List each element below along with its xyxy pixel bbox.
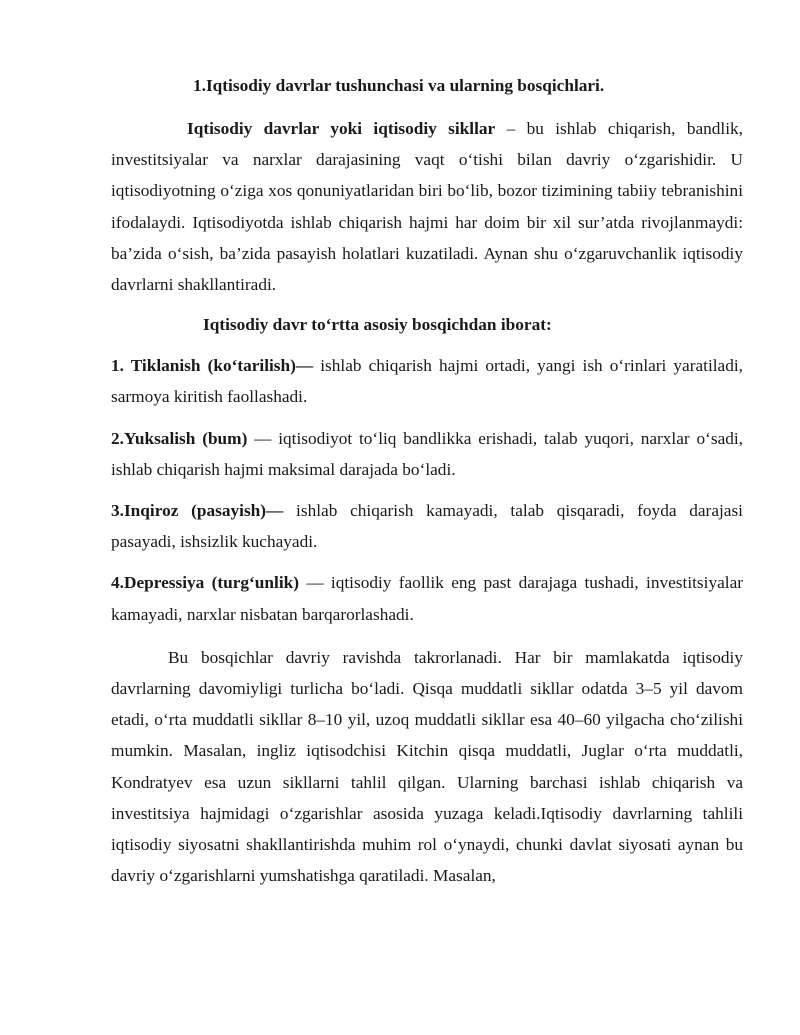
stage-text: ishlab chiqarish hajmi ortadi, yangi ish o‘rinlari yaratiladi, sarmoya kiritish faollashadi. (111, 356, 743, 407)
stage-title: 2.Yuksalish (bum) (111, 428, 248, 448)
stage-item (111, 567, 743, 629)
stage-item (111, 495, 743, 557)
intro-paragraph (111, 113, 743, 300)
section-heading: 1.Iqtisodiy davrlar tushunchasi va ularning bosqichlari. (193, 76, 605, 95)
stage-title: 4.Depressiya (turg‘unlik) (111, 573, 299, 593)
stage-title: 1. Tiklanish (ko‘tarilish)— (111, 356, 314, 376)
body-paragraph: Bu bosqichlar davriy ravishda takrorlanadi. Har bir mamlakatda iqtisodiy davrlarning davomiyligi turlicha bo‘ladi. Qisqa muddatli sikllar odatda 3–5 yil davom etadi, o‘rta muddatli sikllar 8–10 yil, uzoq muddatli sikllar esa 40–60 yilgacha cho‘zilishi mumkin. Masalan, ingliz iqtisodchisi Kitchin qisqa muddatli, Juglar o‘rta muddatli, Kondratyev esa uzun sikllarni tahlil qilgan. Ularning barchasi ishlab chiqarish va investitsiya hajmidagi o‘zgarishlar asosida yuzaga keladi.Iqtisodiy davrlarning tahlili iqtisodiy siyosatni shakllantirishda muhim rol o‘ynaydi, chunki davlat siyosati aynan bu davriy o‘zgarishlarni yumshatishga qaratiladi. Masalan, (111, 647, 743, 886)
stage-text: — iqtisodiy faollik eng past darajaga tushadi, investitsiyalar kamayadi, narxlar nisbatan barqarorlashadi. (111, 573, 743, 624)
stage-title: 3.Inqiroz (pasayish)— (111, 501, 284, 521)
document-page (111, 70, 743, 891)
stage-item (111, 350, 743, 412)
stage-item (111, 423, 743, 485)
intro-text: – bu ishlab chiqarish, bandlik, investitsiyalar va narxlar darajasining vaqt o‘tishi bilan davriy o‘zgarishidir. U iqtisodiyotning o‘ziga xos qonuniyatlaridan biri bo‘lib, bozor tizimining tabiiy tebranishini ifodalaydi. Iqtisodiyotda ishlab chiqarish hajmi har doim bir xil sur’atda rivojlanmaydi: ba’zida o‘sish, ba’zida pasayish holatlari kuzatiladi. Aynan shu o‘zgaruvchanlik iqtisodiy davrlarni shakllantiradi. (111, 119, 743, 295)
stage-text: ishlab chiqarish kamayadi, talab qisqaradi, foyda darajasi pasayadi, ishsizlik kuchayadi. (111, 501, 743, 552)
stages-heading: Iqtisodiy davr to‘rtta asosiy bosqichdan iborat: (203, 315, 552, 335)
stage-text: — iqtisodiyot to‘liq bandlikka erishadi, talab yuqori, narxlar o‘sadi, ishlab chiqarish hajmi maksimal darajada bo‘ladi. (111, 428, 744, 479)
intro-term: Iqtisodiy davrlar yoki iqtisodiy sikllar (187, 119, 496, 138)
